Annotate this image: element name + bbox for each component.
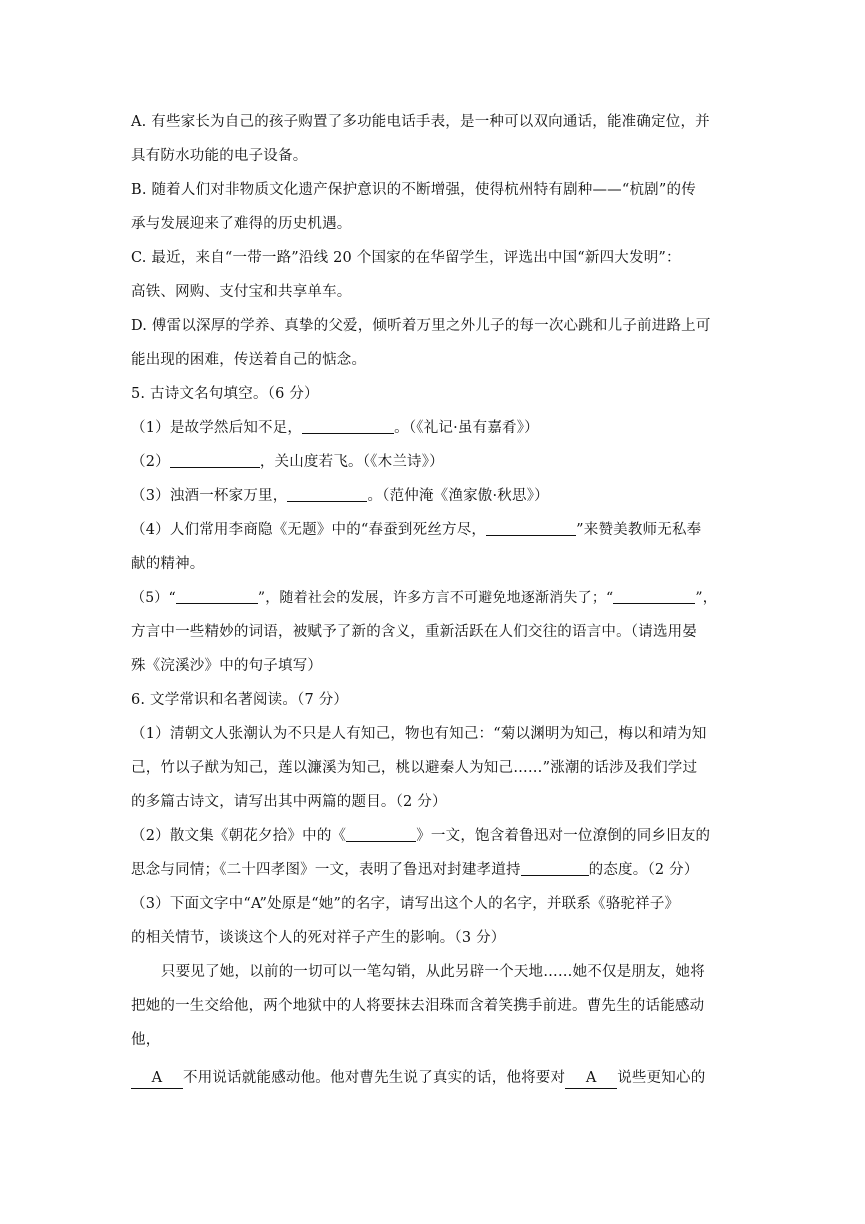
q6-item-1-line-1: （1）清朝文人张潮认为不只是人有知己，物也有知己：“菊以渊明为知己，梅以和靖为知 [131,726,707,742]
fill-blank[interactable] [287,486,367,502]
q5-item-5-line-2: 方言中一些精妙的词语，被赋予了新的含义，重新活跃在人们交往的语言中。（请选用晏 [131,624,698,640]
q5-item-5-line-3: 殊《浣溪沙》中的句子填写） [131,658,323,674]
q6-item-2-line-2 [131,860,735,880]
q6-item-3-line-2: 的相关情节，谈谈这个人的死对祥子产生的影响。（3 分） [131,930,506,946]
q5-item-5-line-1 [131,588,735,608]
q6-item-3-line-1: （3）下面文字中“A”处原是“她”的名字，请写出这个人的名字，并联系《骆驼祥子》 [131,896,680,912]
option-d-line-2: 能出现的困难，传送着自己的惦念。 [131,352,367,368]
q6-item-1-line-2: 己，竹以子猷为知己，莲以濂溪为知己，桃以避秦人为知己……”涨潮的话涉及我们学过 [131,760,698,776]
option-b-line-2: 承与发展迎来了难得的历史机遇。 [131,216,352,232]
q6-item-1-line-3: 的多篇古诗文，请写出其中两篇的题目。（2 分） [131,794,447,810]
q5-item-1 [131,418,735,438]
option-d-line-1: D. 傅雷以深厚的学养、真挚的父爱，倾听着万里之外儿子的每一次心跳和儿子前进路上可 [131,318,711,334]
q5-item-5-text-c: ”， [695,590,717,606]
passage-line-4-text-b: 说些更知心的 [617,1070,706,1086]
q5-item-1-text-b: 。（《礼记·虽有嘉肴》） [394,420,539,436]
option-b-line-1: B. 随着人们对非物质文化遗产保护意识的不断增强，使得杭州特有剧种——“杭剧”的传 [131,182,696,198]
placeholder-a: A [131,1068,183,1089]
option-a-line-2: 具有防水功能的电子设备。 [131,148,308,164]
q5-item-3-text-b: 。（范仲淹《渔家傲·秋思》） [367,488,549,504]
placeholder-a: A [565,1068,617,1089]
passage-line-3: 他， [131,1032,161,1048]
fill-blank[interactable] [346,826,416,842]
q6-item-2-line-1 [131,826,735,846]
question-6-heading: 6. 文学常识和名著阅读。（7 分） [131,692,349,708]
fill-blank[interactable] [613,588,695,604]
q5-item-2-text-b: ，关山度若飞。（《木兰诗》） [259,454,444,470]
passage-line-2: 把她的一生交给他，两个地狱中的人将要抹去泪珠而含着笑携手前进。曹先生的话能感动 [131,998,705,1014]
q6-item-2-text-b: 》一文，饱含着鲁迅对一位潦倒的同乡旧友的 [416,828,711,844]
q5-item-3-text-a: （3）浊酒一杯家万里， [131,488,288,504]
option-c-line-1: C. 最近，来自“一带一路”沿线 20 个国家的在华留学生，评选出中国“新四大发明”： [131,250,681,266]
q5-item-5-text-a: （5）“ [131,590,176,606]
q5-item-2-text-a: （2） [131,454,170,470]
q5-item-4-line-2: 献的精神。 [131,556,205,572]
question-5-heading: 5. 古诗文名句填空。（6 分） [131,386,319,402]
option-a-line-1: A. 有些家长为自己的孩子购置了多功能电话手表，是一种可以双向通话，能准确定位，并 [131,114,710,130]
q5-item-4-text-a: （4）人们常用李商隐《无题》中的“春蚕到死丝方尽， [131,522,487,538]
passage-line-1: 只要见了她，以前的一切可以一笔勾销，从此另辟一个天地……她不仅是朋友，她将 [161,964,705,980]
passage-line-4 [131,1068,735,1089]
passage-line-4-text-a: 不用说话就能感动他。他对曹先生说了真实的话，他将要对 [183,1070,566,1086]
fill-blank[interactable] [521,860,589,876]
fill-blank[interactable] [486,520,576,536]
q5-item-5-text-b: ”，随着社会的发展，许多方言不可避免地逐渐消失了；“ [257,590,614,606]
fill-blank[interactable] [302,418,394,434]
option-c-line-2: 高铁、网购、支付宝和共享单车。 [131,284,352,300]
q6-item-2-text-d: 的态度。（2 分） [588,862,699,878]
fill-blank[interactable] [170,452,260,468]
q5-item-4-line-1 [131,520,735,540]
q5-item-1-text-a: （1）是故学然后知不足， [131,420,303,436]
q5-item-2 [131,452,735,472]
q5-item-4-text-b: ”来赞美教师无私奉 [576,522,702,538]
q5-item-3 [131,486,735,506]
fill-blank[interactable] [176,588,258,604]
q6-item-2-text-a: （2）散文集《朝花夕拾》中的《 [131,828,347,844]
q6-item-2-text-c: 思念与同情；《二十四孝图》一文，表明了鲁迅对封建孝道持 [131,862,521,878]
